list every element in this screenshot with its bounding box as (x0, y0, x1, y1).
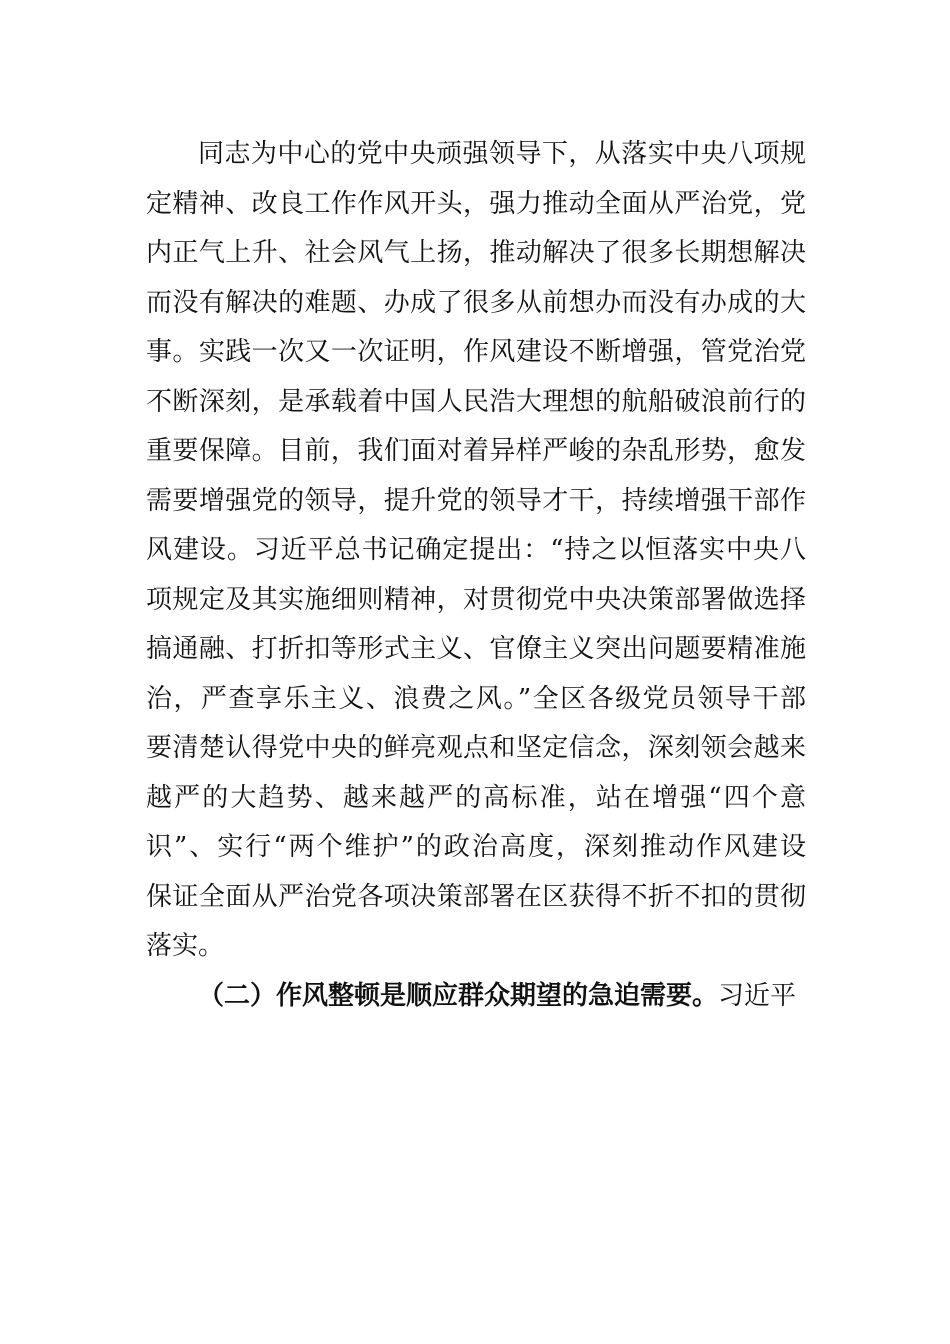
paragraph-line: 不断深刻，是承载着中国人民浩大理想的航船破浪前行的 (146, 386, 806, 417)
paragraph-line: 落实。 (146, 931, 225, 961)
paragraph-line: 要清楚认得党中央的鲜亮观点和坚定信念，深刻领会越来 (146, 733, 806, 763)
document-body (146, 130, 806, 1021)
section-heading-continuation: 习近平 (718, 980, 797, 1011)
paragraph-line: 而没有解决的难题、办成了很多从前想办而没有办成的大 (146, 287, 806, 318)
paragraph-line: 事。实践一次又一次证明，作风建设不断增强，管党治党 (146, 337, 806, 367)
paragraph-line: 识”、实行“两个维护”的政治高度，深刻推动作风建设 (146, 832, 806, 862)
paragraph-line: 风建设。习近平总书记确定提出：“持之以恒落实中央八 (146, 535, 806, 565)
paragraph-line: 搞通融、打折扣等形式主义、官僚主义突出问题要精准施 (146, 634, 806, 664)
paragraph-line: 保证全面从严治党各项决策部署在区获得不折不扣的贯彻 (146, 881, 806, 912)
paragraph-line: 项规定及其实施细则精神，对贯彻党中央决策部署做选择 (146, 584, 806, 615)
paragraph-line: 内正气上升、社会风气上扬，推动解决了很多长期想解决 (146, 238, 806, 268)
paragraph-line: 重要保障。目前，我们面对着异样严峻的杂乱形势，愈发 (146, 436, 806, 466)
paragraph-line: 越严的大趋势、越来越严的高标准，站在增强“四个意 (146, 782, 806, 813)
section-heading (146, 972, 806, 1022)
paragraph-line: 治，严查享乐主义、浪费之风。”全区各级党员领导干部 (146, 683, 806, 714)
paragraph-line: 同志为中心的党中央顽强领导下，从落实中央八项规 (198, 139, 806, 169)
paragraph-line: 定精神、改良工作作风开头，强力推动全面从严治党，党 (146, 188, 806, 219)
section-heading-bold: （二）作风整顿是顺应群众期望的急迫需要。 (198, 980, 719, 1011)
paragraph-line: 需要增强党的领导，提升党的领导才干，持续增强干部作 (146, 485, 806, 516)
